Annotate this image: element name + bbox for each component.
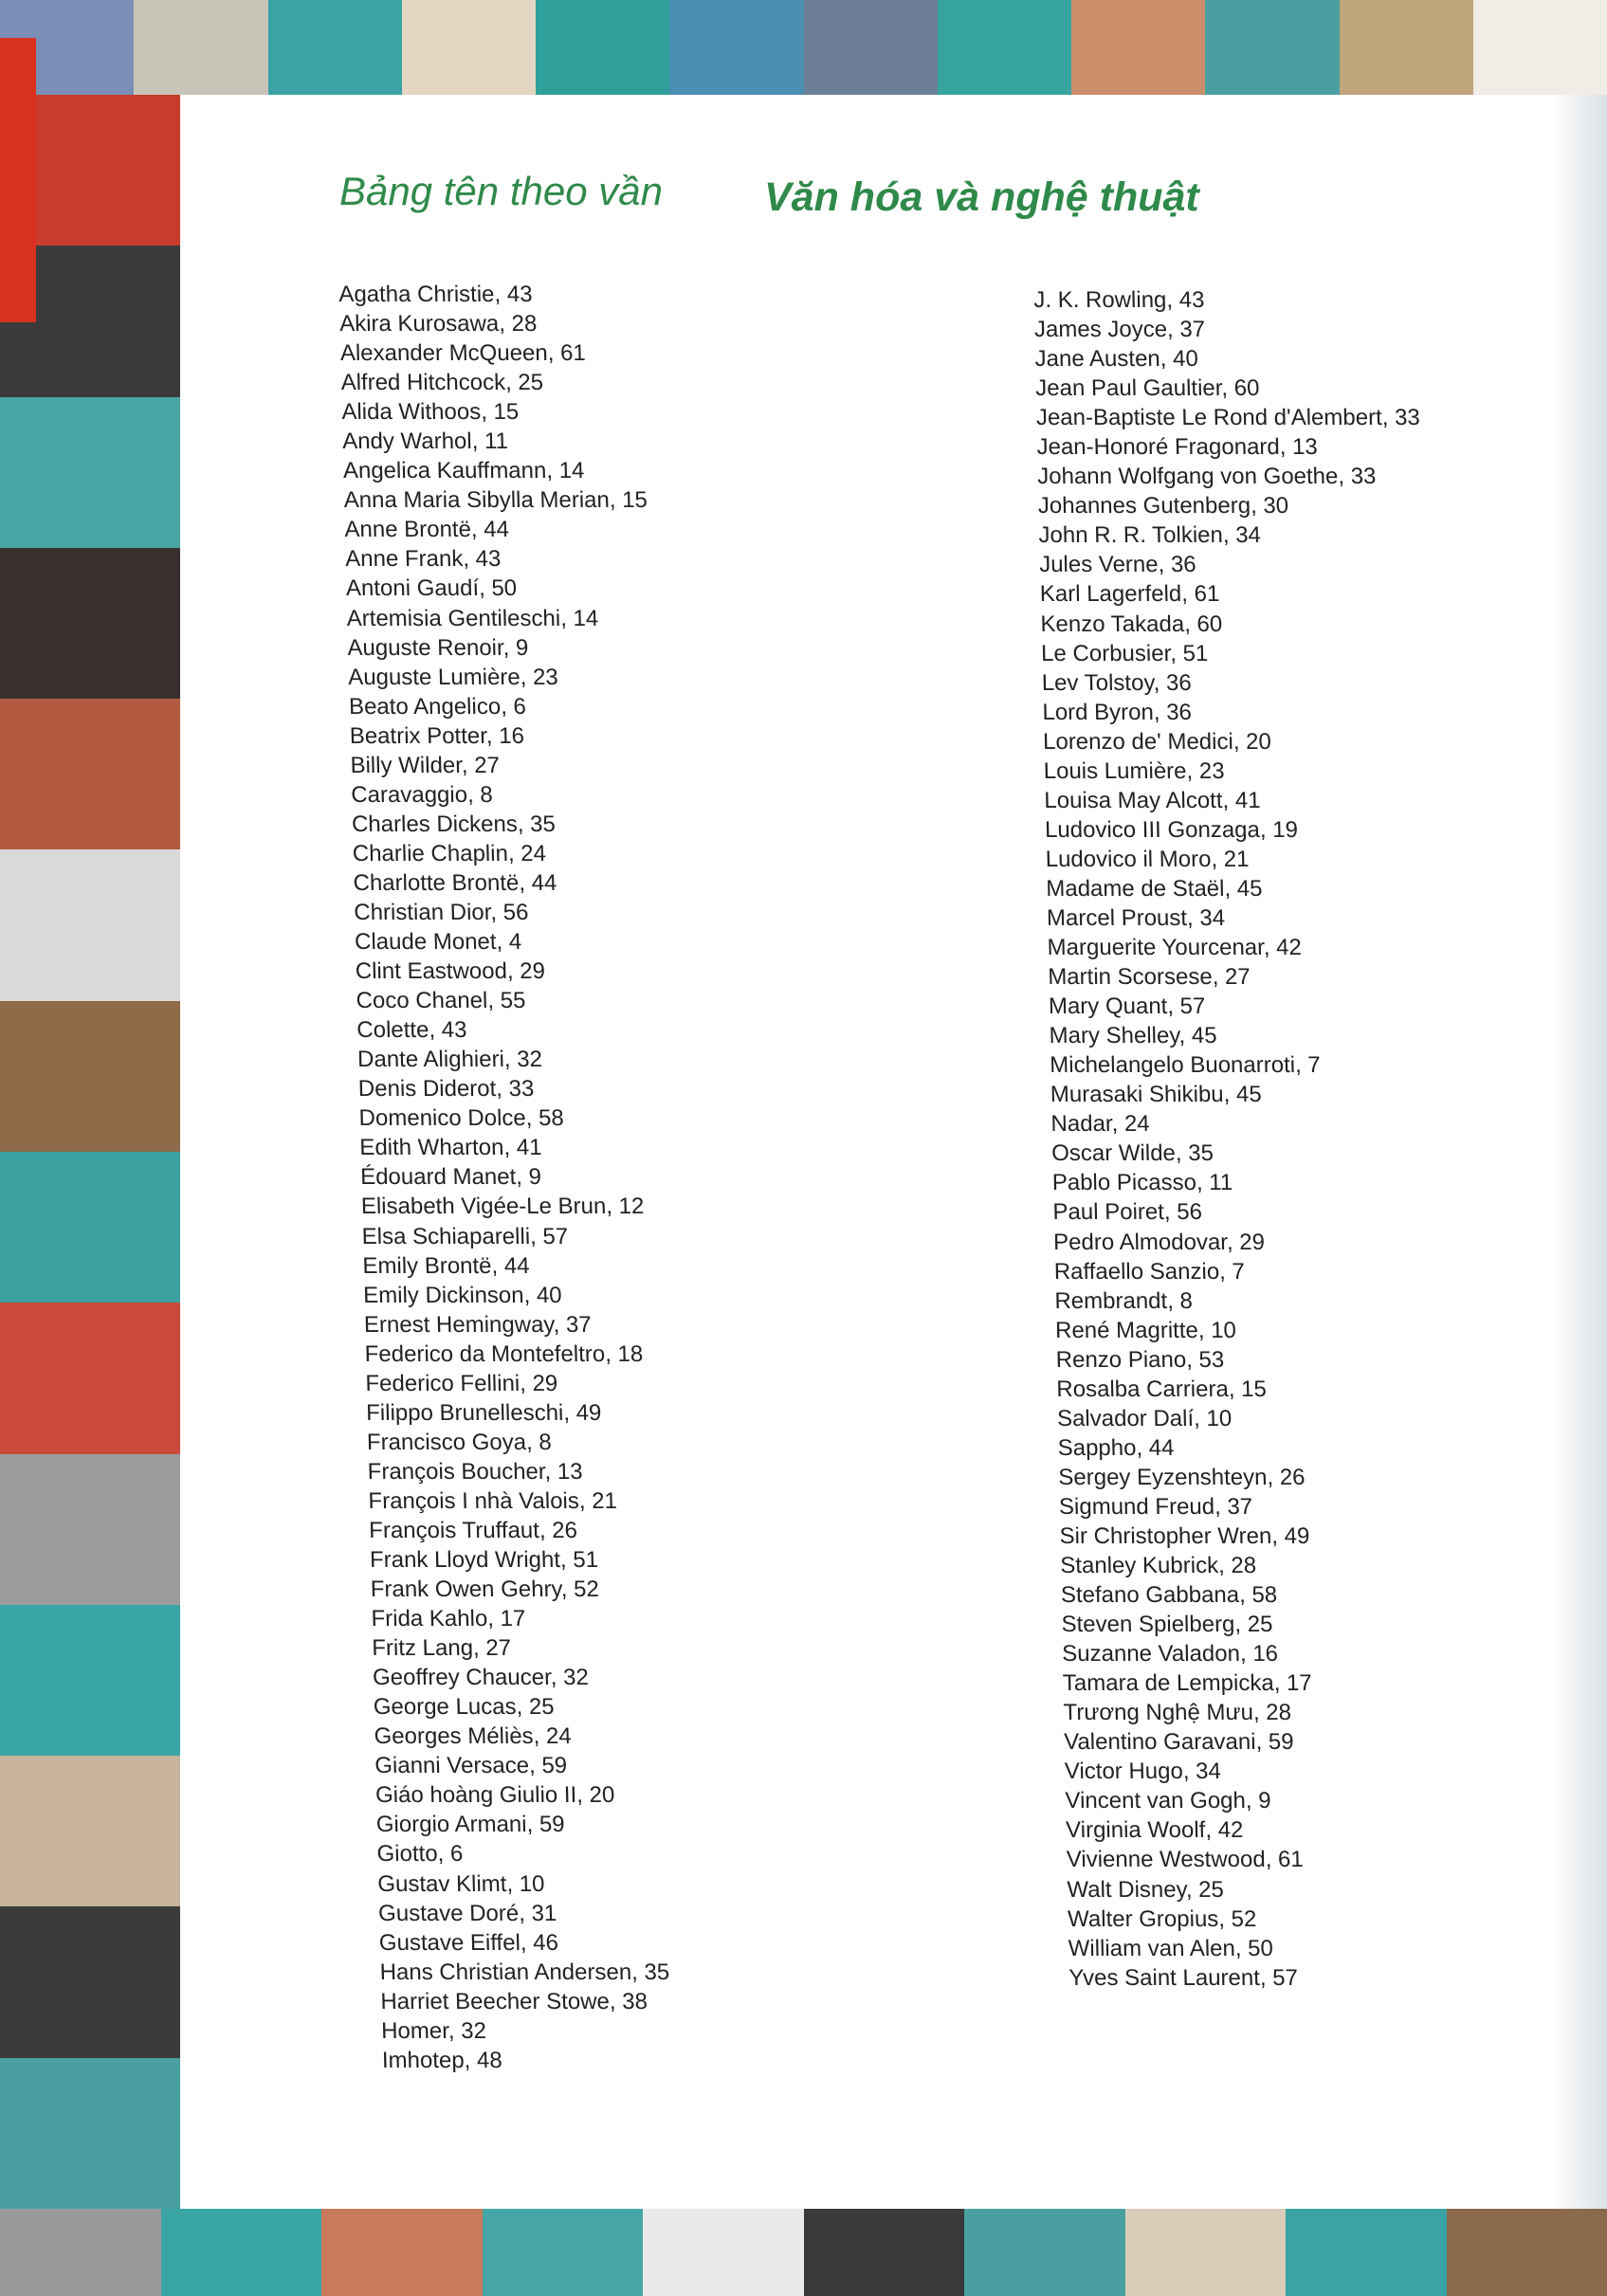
- portrait-tile: [0, 1303, 180, 1453]
- index-entry: Clint Eastwood, 29: [355, 958, 546, 985]
- index-entry: Gianni Versace, 59: [374, 1753, 568, 1779]
- index-heading: Bảng tên theo vần: [339, 169, 663, 213]
- index-entry: Sir Christopher Wren, 49: [1059, 1522, 1310, 1549]
- page-edge-shadow: [1550, 95, 1607, 2209]
- index-entry: Denis Diderot, 33: [357, 1076, 535, 1102]
- index-entry: Murasaki Shikibu, 45: [1050, 1082, 1262, 1108]
- portrait-tile: [268, 0, 402, 95]
- index-entry: Artemisia Gentileschi, 14: [346, 605, 599, 631]
- index-entry: Vincent van Gogh, 9: [1065, 1788, 1271, 1814]
- index-entry: Victor Hugo, 34: [1064, 1758, 1222, 1785]
- index-entry: Francisco Goya, 8: [366, 1429, 553, 1455]
- index-entry: John R. R. Tolkien, 34: [1038, 522, 1262, 549]
- index-entry: Alexander McQueen, 61: [339, 340, 587, 367]
- index-entry: Emily Brontë, 44: [362, 1252, 530, 1279]
- portrait-tile: [1473, 0, 1607, 95]
- index-entry: Walt Disney, 25: [1067, 1876, 1225, 1903]
- index-entry: Jean-Honoré Fragonard, 13: [1036, 434, 1319, 461]
- index-entry: Yves Saint Laurent, 57: [1068, 1964, 1299, 1991]
- index-entry: Charles Dickens, 35: [351, 811, 557, 837]
- index-entry: François Boucher, 13: [367, 1458, 583, 1485]
- index-entry: Lord Byron, 36: [1042, 699, 1193, 725]
- index-entry: Karl Lagerfeld, 61: [1039, 581, 1220, 608]
- index-entry: Beato Angelico, 6: [348, 693, 527, 720]
- index-entry: Vivienne Westwood, 61: [1066, 1847, 1305, 1873]
- portrait-tile: [0, 1605, 180, 1756]
- index-entry: Ludovico III Gonzaga, 19: [1044, 816, 1299, 843]
- index-entry: Pablo Picasso, 11: [1051, 1170, 1233, 1196]
- index-entry: Ludovico il Moro, 21: [1045, 846, 1250, 872]
- portrait-tile: [0, 1001, 180, 1152]
- portrait-frame-top: [0, 0, 1607, 95]
- index-entry: François I nhà Valois, 21: [368, 1487, 618, 1514]
- index-entry: Stanley Kubrick, 28: [1060, 1553, 1257, 1579]
- index-entry: Tamara de Lempicka, 17: [1062, 1670, 1312, 1697]
- index-entry: James Joyce, 37: [1033, 317, 1206, 343]
- portrait-tile: [483, 2209, 644, 2296]
- index-entry: Auguste Renoir, 9: [347, 634, 529, 661]
- portrait-tile: [161, 2209, 322, 2296]
- portrait-tile: [0, 548, 180, 699]
- portrait-tile: [1340, 0, 1473, 95]
- index-entry: Dante Alighieri, 32: [356, 1047, 543, 1073]
- portrait-tile: [1447, 2209, 1607, 2296]
- index-entry: Raffaello Sanzio, 7: [1053, 1258, 1246, 1285]
- index-entry: Jean Paul Gaultier, 60: [1034, 375, 1260, 402]
- index-entry: Jane Austen, 40: [1034, 346, 1199, 373]
- portrait-tile: [1071, 0, 1205, 95]
- decorative-red-strip: [0, 38, 36, 322]
- index-entry: Pedro Almodovar, 29: [1052, 1229, 1266, 1255]
- index-entry: Angelica Kauffmann, 14: [342, 458, 585, 484]
- index-entry: Agatha Christie, 43: [338, 282, 533, 307]
- index-entry: Steven Spielberg, 25: [1061, 1612, 1273, 1638]
- index-entry: Kenzo Takada, 60: [1040, 610, 1223, 637]
- index-entry: Renzo Piano, 53: [1055, 1346, 1225, 1373]
- portrait-tile: [669, 0, 803, 95]
- portrait-tile: [0, 2209, 161, 2296]
- index-entry: Louisa May Alcott, 41: [1044, 787, 1261, 813]
- index-entry: Marguerite Yourcenar, 42: [1047, 935, 1303, 961]
- portrait-tile: [0, 1454, 180, 1605]
- index-entry: Valentino Garavani, 59: [1063, 1729, 1294, 1756]
- index-entry: Domenico Dolce, 58: [358, 1105, 565, 1132]
- index-entry: Giotto, 6: [376, 1841, 464, 1868]
- portrait-tile: [0, 2058, 180, 2209]
- index-entry: Stefano Gabbana, 58: [1060, 1582, 1278, 1609]
- portrait-tile: [536, 0, 669, 95]
- index-entry: Andy Warhol, 11: [341, 428, 509, 455]
- portrait-frame-bottom: [0, 2209, 1607, 2296]
- index-entry: Michelangelo Buonarroti, 7: [1049, 1052, 1322, 1079]
- index-entry: Homer, 32: [380, 2017, 487, 2044]
- index-entry: Emily Dickinson, 40: [362, 1282, 562, 1308]
- index-entry: Anna Maria Sibylla Merian, 15: [343, 487, 648, 514]
- index-entry: Louis Lumière, 23: [1043, 757, 1225, 784]
- portrait-tile: [0, 849, 180, 1000]
- index-entry: Virginia Woolf, 42: [1065, 1817, 1244, 1844]
- portrait-tile: [0, 699, 180, 849]
- portrait-tile: [938, 0, 1071, 95]
- index-entry: Le Corbusier, 51: [1040, 640, 1209, 666]
- portrait-tile: [804, 2209, 965, 2296]
- index-entry: Lev Tolstoy, 36: [1041, 669, 1192, 696]
- index-entry: Madame de Staël, 45: [1046, 875, 1263, 902]
- index-entry: René Magritte, 10: [1054, 1317, 1237, 1343]
- index-entry: Imhotep, 48: [381, 2047, 502, 2073]
- index-entry: Paul Poiret, 56: [1052, 1199, 1203, 1226]
- portrait-tile: [0, 397, 180, 548]
- index-entry: Rosalba Carriera, 15: [1056, 1376, 1268, 1402]
- index-entry: Charlotte Brontë, 44: [353, 869, 557, 896]
- portrait-tile: [1205, 0, 1339, 95]
- index-entry: Jules Verne, 36: [1038, 552, 1196, 578]
- index-entry: Elsa Schiaparelli, 57: [361, 1223, 569, 1249]
- index-entry: Anne Frank, 43: [344, 546, 502, 573]
- index-entry: J. K. Rowling, 43: [1033, 287, 1205, 313]
- index-entry: Hans Christian Andersen, 35: [379, 1959, 670, 1985]
- index-entry: William van Alen, 50: [1068, 1935, 1274, 1961]
- index-entry: Georges Méliès, 24: [374, 1723, 572, 1750]
- index-entry: Beatrix Potter, 16: [349, 722, 525, 749]
- index-entry: Rembrandt, 8: [1054, 1287, 1194, 1314]
- portrait-tile: [0, 1756, 180, 1906]
- index-entry: Martin Scorsese, 27: [1047, 964, 1251, 991]
- index-entry: Fritz Lang, 27: [371, 1635, 512, 1662]
- index-entry: Marcel Proust, 34: [1046, 904, 1226, 931]
- index-entry: Frida Kahlo, 17: [371, 1606, 526, 1632]
- index-entry: Akira Kurosawa, 28: [338, 311, 538, 337]
- index-entry: Trương Nghệ Mưu, 28: [1063, 1700, 1292, 1726]
- portrait-tile: [804, 0, 938, 95]
- name-index-right-column: [1033, 285, 1453, 1993]
- index-entry: Giorgio Armani, 59: [375, 1812, 565, 1838]
- index-entry: François Truffaut, 26: [368, 1517, 578, 1543]
- portrait-tile: [643, 2209, 804, 2296]
- portrait-tile: [321, 2209, 483, 2296]
- index-entry: Edith Wharton, 41: [359, 1135, 542, 1161]
- index-entry: Geoffrey Chaucer, 32: [372, 1665, 590, 1691]
- portrait-frame-left: [0, 95, 180, 2209]
- portrait-tile: [0, 1152, 180, 1303]
- index-entry: Johannes Gutenberg, 30: [1037, 493, 1289, 519]
- index-entry: Filippo Brunelleschi, 49: [365, 1399, 602, 1426]
- index-entry: Lorenzo de' Medici, 20: [1042, 728, 1272, 755]
- index-entry: Walter Gropius, 52: [1067, 1905, 1257, 1932]
- index-entry: Auguste Lumière, 23: [347, 664, 559, 690]
- index-entry: Coco Chanel, 55: [356, 988, 526, 1014]
- index-entry: Jean-Baptiste Le Rond d'Alembert, 33: [1035, 405, 1421, 431]
- index-entry: Gustave Doré, 31: [377, 1900, 557, 1926]
- index-entry: Caravaggio, 8: [350, 781, 494, 808]
- portrait-tile: [134, 0, 267, 95]
- index-entry: Sappho, 44: [1057, 1434, 1175, 1461]
- index-entry: Christian Dior, 56: [353, 899, 529, 925]
- index-entry: Federico da Montefeltro, 18: [364, 1340, 644, 1367]
- page-title: Văn hóa và nghệ thuật: [764, 174, 1199, 220]
- index-entry: Gustav Klimt, 10: [377, 1870, 545, 1897]
- index-entry: Federico Fellini, 29: [365, 1370, 558, 1396]
- index-entry: Anne Brontë, 44: [344, 517, 510, 543]
- index-entry: Frank Lloyd Wright, 51: [369, 1547, 599, 1574]
- index-entry: Colette, 43: [356, 1017, 467, 1044]
- index-entry: Mary Shelley, 45: [1049, 1023, 1217, 1049]
- index-entry: Alida Withoos, 15: [341, 399, 520, 426]
- index-entry: Gustave Eiffel, 46: [378, 1929, 559, 1956]
- portrait-tile: [0, 1906, 180, 2057]
- portrait-tile: [964, 2209, 1125, 2296]
- portrait-tile: [402, 0, 536, 95]
- index-entry: Mary Quant, 57: [1048, 993, 1206, 1020]
- index-entry: Giáo hoàng Giulio II, 20: [374, 1782, 615, 1809]
- index-entry: Harriet Beecher Stowe, 38: [380, 1988, 648, 2014]
- index-entry: Elisabeth Vigée-Le Brun, 12: [360, 1194, 645, 1220]
- index-entry: Oscar Wilde, 35: [1050, 1140, 1214, 1167]
- index-entry: Nadar, 24: [1050, 1111, 1150, 1138]
- index-entry: Salvador Dalí, 10: [1056, 1405, 1233, 1431]
- index-entry: Johann Wolfgang von Goethe, 33: [1036, 464, 1377, 490]
- index-entry: Charlie Chaplin, 24: [352, 840, 547, 866]
- portrait-tile: [1286, 2209, 1447, 2296]
- index-entry: Frank Owen Gehry, 52: [370, 1576, 600, 1603]
- index-entry: Alfred Hitchcock, 25: [340, 370, 544, 396]
- index-entry: Antoni Gaudí, 50: [345, 575, 518, 602]
- index-entry: Claude Monet, 4: [354, 929, 522, 956]
- index-entry: Suzanne Valadon, 16: [1061, 1641, 1279, 1667]
- index-entry: Sergey Eyzenshteyn, 26: [1058, 1464, 1306, 1490]
- name-index-left-column: [338, 280, 685, 2075]
- portrait-tile: [1125, 2209, 1287, 2296]
- index-entry: Billy Wilder, 27: [350, 752, 501, 778]
- index-entry: Édouard Manet, 9: [359, 1164, 542, 1191]
- index-entry: George Lucas, 25: [373, 1694, 555, 1721]
- index-entry: Sigmund Freud, 37: [1058, 1493, 1253, 1520]
- index-entry: Ernest Hemingway, 37: [363, 1311, 592, 1338]
